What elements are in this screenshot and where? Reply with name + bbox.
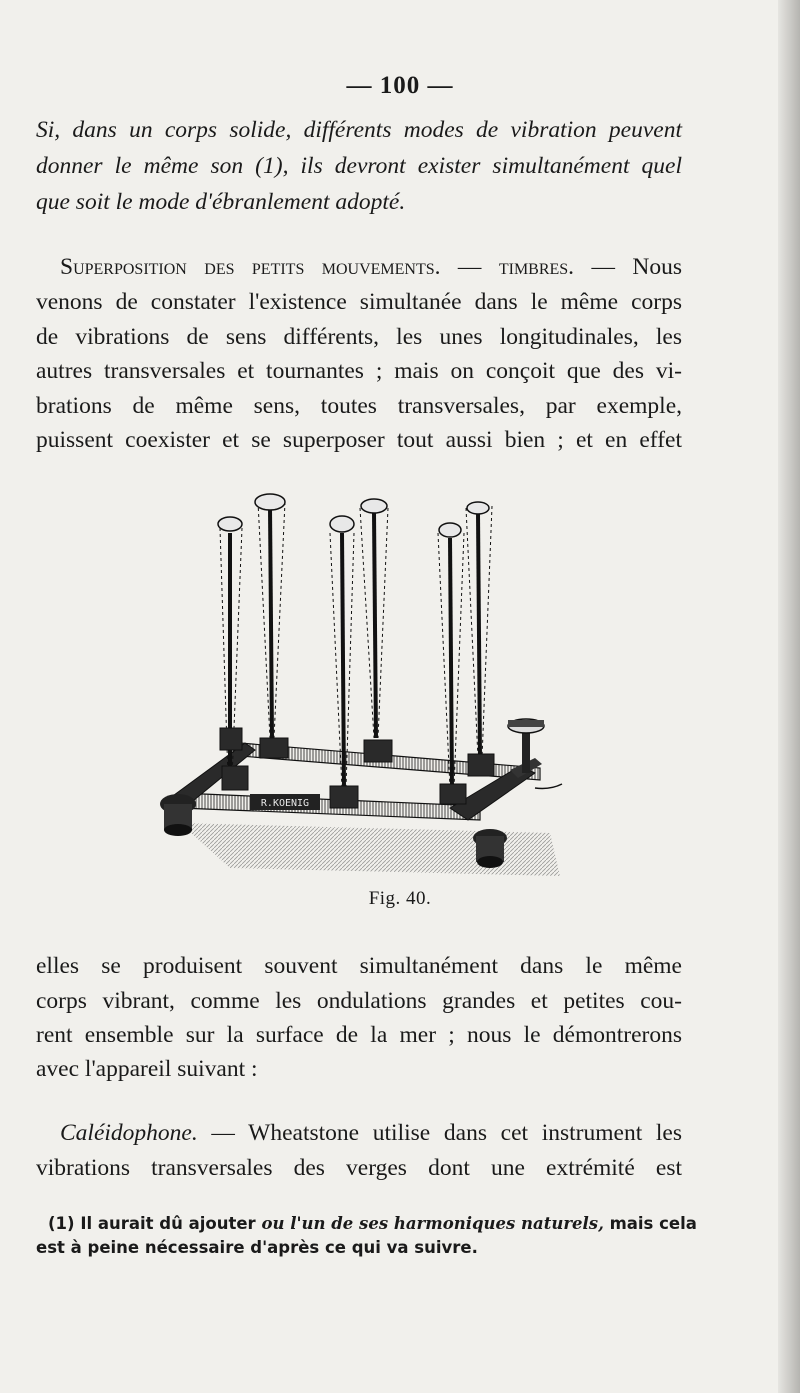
figure-caption: Fig. 40. bbox=[368, 888, 432, 909]
footnote-line bbox=[48, 1214, 697, 1233]
intro-line: Si, dans un corps solide, différents modes de vibration peuvent bbox=[36, 117, 682, 143]
paragraph-line: elles se produisent souvent simultanément dans le même bbox=[36, 953, 682, 979]
paragraph-line: puissent coexister et se superposer tout aussi bien ; et en effet bbox=[36, 427, 682, 453]
section-heading: Caléidophone. bbox=[60, 1120, 198, 1146]
paragraph-line: rent ensemble sur la surface de la mer ; nous le démontrerons bbox=[36, 1022, 682, 1048]
page-edge-shadow bbox=[778, 0, 800, 1393]
paragraph-line: brations de même sens, toutes transversales, par exemple, bbox=[36, 393, 682, 419]
section-text: — Nous bbox=[591, 254, 683, 280]
paragraph-line: autres transversales et tournantes ; mais on conçoit que des vi- bbox=[36, 358, 682, 384]
maker-plate-label: R.KOENIG bbox=[260, 798, 310, 809]
section-heading: Superposition des petits mouvements. — timbres. bbox=[60, 254, 575, 280]
page-number: — 100 — bbox=[346, 72, 454, 99]
paragraph-line: avec l'appareil suivant : bbox=[36, 1056, 258, 1082]
footnote-italic: ou l'un de ses harmoniques naturels, bbox=[261, 1214, 604, 1233]
paragraph-line: corps vibrant, comme les ondulations grandes et petites cou- bbox=[36, 988, 682, 1014]
intro-line: donner le même son (1), ils devront exister simultanément quel bbox=[36, 153, 682, 179]
footnote-text: mais cela bbox=[609, 1214, 697, 1233]
paragraph-line: de vibrations de sens différents, les unes longitudinales, les bbox=[36, 324, 682, 350]
intro-line: que soit le mode d'ébranlement adopté. bbox=[36, 189, 406, 215]
paragraph-line: vibrations transversales des verges dont une extrémité est bbox=[36, 1155, 682, 1181]
section-heading-line bbox=[60, 254, 682, 281]
footnote-marker: (1) bbox=[48, 1214, 75, 1233]
footnote-line: est à peine nécessaire d'après ce qui va suivre. bbox=[36, 1238, 478, 1257]
section-heading-line bbox=[60, 1120, 682, 1147]
section-text: — Wheatstone utilise dans cet instrument les bbox=[211, 1120, 683, 1146]
kaleidophone-illustration bbox=[150, 488, 570, 880]
footnote-text: Il aurait dû ajouter bbox=[80, 1214, 256, 1233]
paragraph-line: venons de constater l'existence simultanée dans le même corps bbox=[36, 289, 682, 315]
